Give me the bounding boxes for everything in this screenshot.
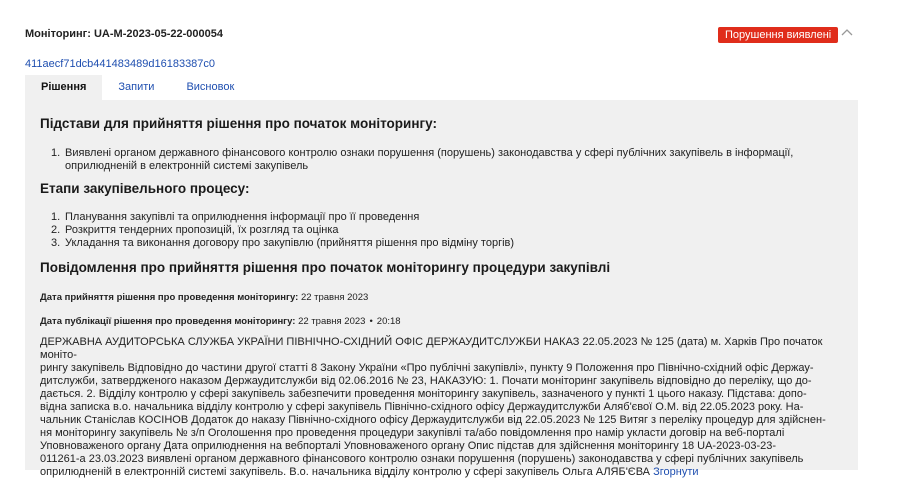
monitoring-title [25, 28, 223, 40]
decision-date-value: 22 травня 2023 [300, 292, 369, 303]
publication-date-value: 22 травня 2023 [298, 316, 366, 327]
grounds-heading: Підстави для прийняття рішення про початок моніторингу: [40, 116, 437, 131]
publication-date-label: Дата публікації рішення про проведення моніторингу: [40, 316, 296, 327]
monitoring-label: Моніторинг: [25, 28, 91, 40]
list-item-number: 1. [51, 211, 61, 223]
decision-date-label: Дата прийняття рішення про проведення моніторингу: [40, 292, 299, 303]
list-item-number: 2. [51, 224, 61, 236]
list-item-text: Планування закупівлі та оприлюднення інформації про її проведення [65, 211, 420, 223]
tender-hash-link[interactable]: 411aecf71dcb441483489d16183387c0 [25, 58, 216, 70]
tab-conclusion[interactable]: Висновок [186, 81, 235, 93]
stages-list [51, 211, 831, 250]
list-item [51, 211, 831, 224]
notice-heading: Повідомлення про прийняття рішення про початок моніторингу процедури закупівлі [40, 260, 611, 275]
decision-panel [25, 100, 858, 478]
body-line: дитслужби, затвердженого наказом Держаудитслужби від 02.06.2016 № 23, НАКАЗУЮ: 1. Почати моніторинг закупівель відповідно до переліку, що до- [40, 375, 812, 387]
stages-heading: Етапи закупівельного процесу: [40, 181, 250, 196]
grounds-list [51, 147, 831, 173]
body-line: відна записка в.о. начальника відділу контролю у сфері закупівель Північно-східного офісу Держаудитслужби Аляб'євої О.М. від 22.05.2023 року. На- [40, 401, 804, 413]
tab-requests[interactable]: Запити [118, 81, 155, 93]
list-item-number: 3. [51, 237, 61, 249]
body-line-last [40, 466, 840, 479]
list-item-number: 1. [51, 147, 61, 159]
separator-dot: • [369, 316, 373, 327]
status-badge: Порушення виявлені [718, 27, 838, 43]
list-item-text: Виявлені органом державного фінансового контролю ознаки порушення (порушень) законодавства у сфері публічних закупівель в інформації, оприлюдненій в електронній системі закупівель [65, 147, 794, 172]
body-line: 011261-а 23.03.2023 виявлені органом державного фінансового контролю ознаки порушення (порушень) законодавства у сфері публічних закупівель [40, 453, 804, 465]
publication-time: 20:18 [376, 316, 401, 327]
monitoring-header [0, 0, 900, 70]
body-line: Уповноваженого органу Дата оприлюднення на вебпорталі Уповноваженого органу Опис підстав для здійснення моніторингу 18 UA-2023-03-23- [40, 440, 777, 452]
chevron-up-icon[interactable] [840, 26, 854, 40]
list-item-text: Розкриття тендерних пропозицій, їх розгляд та оцінка [65, 224, 339, 236]
body-line: чальник Станіслав КОСІНОВ Додаток до наказу Північно-східного офісу Держаудитслужби від 22.05.2023 № 125 Витяг з переліку процедур для здійснен- [40, 414, 826, 426]
publication-date-row [40, 316, 401, 327]
collapse-link[interactable]: Згорнути [653, 466, 699, 478]
tab-decision[interactable]: Рішення [25, 75, 102, 100]
body-line: дається. 2. Відділу контролю у сфері закупівель забезпечити проведення моніторингу закупівель, зазначеного у пункті 1 цього наказу. Підстава: допо- [40, 388, 807, 400]
decision-date-row [40, 292, 368, 303]
monitoring-id: UA-M-2023-05-22-000054 [93, 28, 223, 40]
list-item [51, 147, 831, 173]
list-item-text: Укладання та виконання договору про закупівлю (прийняття рішення про відміну торгів) [65, 237, 515, 249]
body-line: ДЕРЖАВНА АУДИТОРСЬКА СЛУЖБА УКРАЇНИ ПІВНІЧНО-СХІДНИЙ ОФІС ДЕРЖАУДИТСЛУЖБИ НАКАЗ 22.05.2023 № 125 (дата) м. Харків Про початок моніто- [40, 336, 823, 361]
list-item [51, 237, 831, 250]
tab-bar [25, 75, 250, 100]
list-item [51, 224, 831, 237]
body-line: оприлюдненій в електронній системі закупівель. В.о. начальника відділу контролю у сфері закупівель Ольга АЛЯБ'ЄВА [40, 466, 651, 478]
body-line: ня моніторингу закупівель № з/п Оголошення про проведення процедури закупівлі та/або повідомлення про намір укласти договір на веб-порталі [40, 427, 785, 439]
decision-body-text [40, 336, 840, 479]
body-line: рингу закупівель Відповідно до частини другої статті 8 Закону України «Про публічні закупівлі», пункту 9 Положення про Північно-східний офіс Держау- [40, 362, 814, 374]
